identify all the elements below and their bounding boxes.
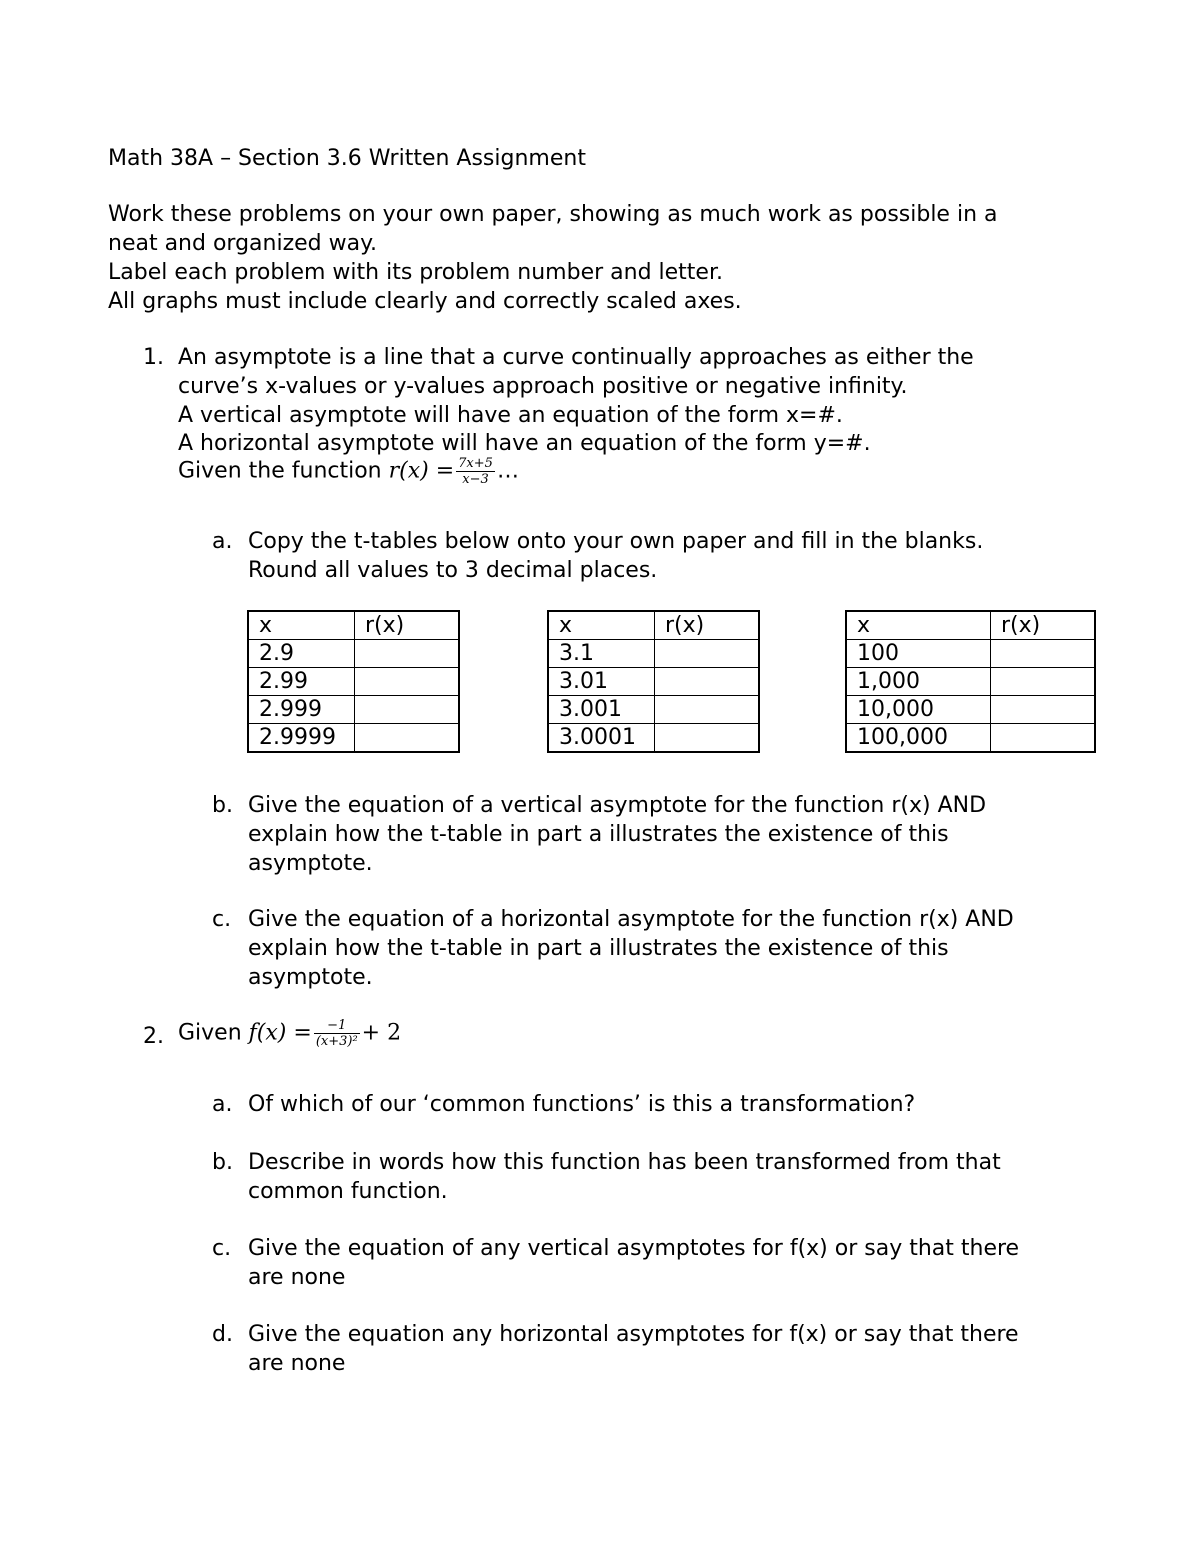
part-b-line: Describe in words how this function has been transformed from that <box>248 1150 1001 1175</box>
problem-1-number: 1. <box>143 345 164 370</box>
header-x: x <box>846 611 991 640</box>
ellipsis: … <box>496 458 519 484</box>
header-r: r(x) <box>991 611 1096 640</box>
blank-cell <box>991 640 1096 668</box>
function-lhs: f(x) = <box>248 1020 312 1046</box>
x-value: 10,000 <box>846 696 991 724</box>
table-row <box>846 640 1095 668</box>
table-row <box>548 611 759 640</box>
table-row <box>846 611 1095 640</box>
blank-cell <box>991 668 1096 696</box>
x-value: 3.001 <box>548 696 655 724</box>
part-a-label: a. <box>212 529 233 554</box>
constant-term: + 2 <box>361 1020 402 1046</box>
part-c-line: asymptote. <box>248 965 373 990</box>
problem-1-line: curve’s x-values or y-values approach positive or negative infinity. <box>178 374 908 399</box>
page-title: Math 38A – Section 3.6 Written Assignment <box>108 146 586 171</box>
part-d-label: d. <box>212 1322 233 1347</box>
t-table-1 <box>247 610 460 753</box>
blank-cell <box>655 640 760 668</box>
part-b-label: b. <box>212 793 233 818</box>
given-prefix: Given <box>178 1020 249 1046</box>
part-c-label: c. <box>212 907 232 932</box>
header-r: r(x) <box>655 611 760 640</box>
part-a-line: Of which of our ‘common functions’ is this a transformation? <box>248 1092 916 1117</box>
problem-1-function <box>178 456 519 487</box>
x-value: 2.9 <box>248 640 355 668</box>
fraction <box>314 1018 360 1049</box>
x-value: 2.9999 <box>248 724 355 753</box>
x-value: 1,000 <box>846 668 991 696</box>
table-row <box>248 611 459 640</box>
fraction <box>456 456 495 487</box>
table-row <box>548 640 759 668</box>
problem-1-line: A horizontal asymptote will have an equation of the form y=#. <box>178 431 871 456</box>
table-row <box>548 668 759 696</box>
fraction-numerator: −1 <box>327 1018 347 1033</box>
table-row <box>846 696 1095 724</box>
table-row <box>248 696 459 724</box>
problem-1-line: A vertical asymptote will have an equation of the form x=#. <box>178 403 843 428</box>
part-b-line: common function. <box>248 1179 448 1204</box>
part-d-line: are none <box>248 1351 346 1376</box>
intro-line: Work these problems on your own paper, showing as much work as possible in a <box>108 202 998 227</box>
blank-cell <box>655 668 760 696</box>
blank-cell <box>655 724 760 753</box>
given-prefix: Given the function <box>178 458 389 484</box>
problem-2-number: 2. <box>143 1024 164 1049</box>
part-d-line: Give the equation any horizontal asymptotes for f(x) or say that there <box>248 1322 1019 1347</box>
intro-line: neat and organized way. <box>108 231 377 256</box>
part-b-line: explain how the t-table in part a illustrates the existence of this <box>248 822 949 847</box>
intro-line: Label each problem with its problem number and letter. <box>108 260 723 285</box>
part-c-line: Give the equation of any vertical asymptotes for f(x) or say that there <box>248 1236 1020 1261</box>
part-b-line: asymptote. <box>248 851 373 876</box>
blank-cell <box>991 724 1096 753</box>
header-x: x <box>248 611 355 640</box>
header-x: x <box>548 611 655 640</box>
intro-line: All graphs must include clearly and correctly scaled axes. <box>108 289 742 314</box>
fraction-denominator: x−3 <box>456 471 495 487</box>
blank-cell <box>355 640 460 668</box>
header-r: r(x) <box>355 611 460 640</box>
table-row <box>846 668 1095 696</box>
table-row <box>248 668 459 696</box>
problem-2-function <box>178 1018 401 1049</box>
fraction-denominator: (x+3)² <box>315 1034 358 1049</box>
x-value: 3.0001 <box>548 724 655 753</box>
problem-1-line: An asymptote is a line that a curve continually approaches as either the <box>178 345 974 370</box>
blank-cell <box>355 724 460 753</box>
part-b-label: b. <box>212 1150 233 1175</box>
blank-cell <box>991 696 1096 724</box>
table-row <box>548 696 759 724</box>
x-value: 2.99 <box>248 668 355 696</box>
part-c-line: Give the equation of a horizontal asymptote for the function r(x) AND <box>248 907 1014 932</box>
part-a-line: Round all values to 3 decimal places. <box>248 558 658 583</box>
x-value: 2.999 <box>248 696 355 724</box>
x-value: 100 <box>846 640 991 668</box>
function-lhs: r(x) = <box>388 458 455 484</box>
part-a-label: a. <box>212 1092 233 1117</box>
blank-cell <box>655 696 760 724</box>
t-table-2 <box>547 610 760 753</box>
table-row <box>548 724 759 753</box>
part-c-line: explain how the t-table in part a illustrates the existence of this <box>248 936 949 961</box>
table-row <box>248 724 459 753</box>
part-b-line: Give the equation of a vertical asymptote for the function r(x) AND <box>248 793 987 818</box>
fraction-numerator: 7x+5 <box>458 456 493 471</box>
x-value: 100,000 <box>846 724 991 753</box>
part-a-line: Copy the t-tables below onto your own paper and fill in the blanks. <box>248 529 984 554</box>
x-value: 3.1 <box>548 640 655 668</box>
blank-cell <box>355 696 460 724</box>
part-c-label: c. <box>212 1236 232 1261</box>
blank-cell <box>355 668 460 696</box>
table-row <box>846 724 1095 753</box>
part-c-line: are none <box>248 1265 346 1290</box>
table-row <box>248 640 459 668</box>
x-value: 3.01 <box>548 668 655 696</box>
t-table-3 <box>845 610 1096 753</box>
